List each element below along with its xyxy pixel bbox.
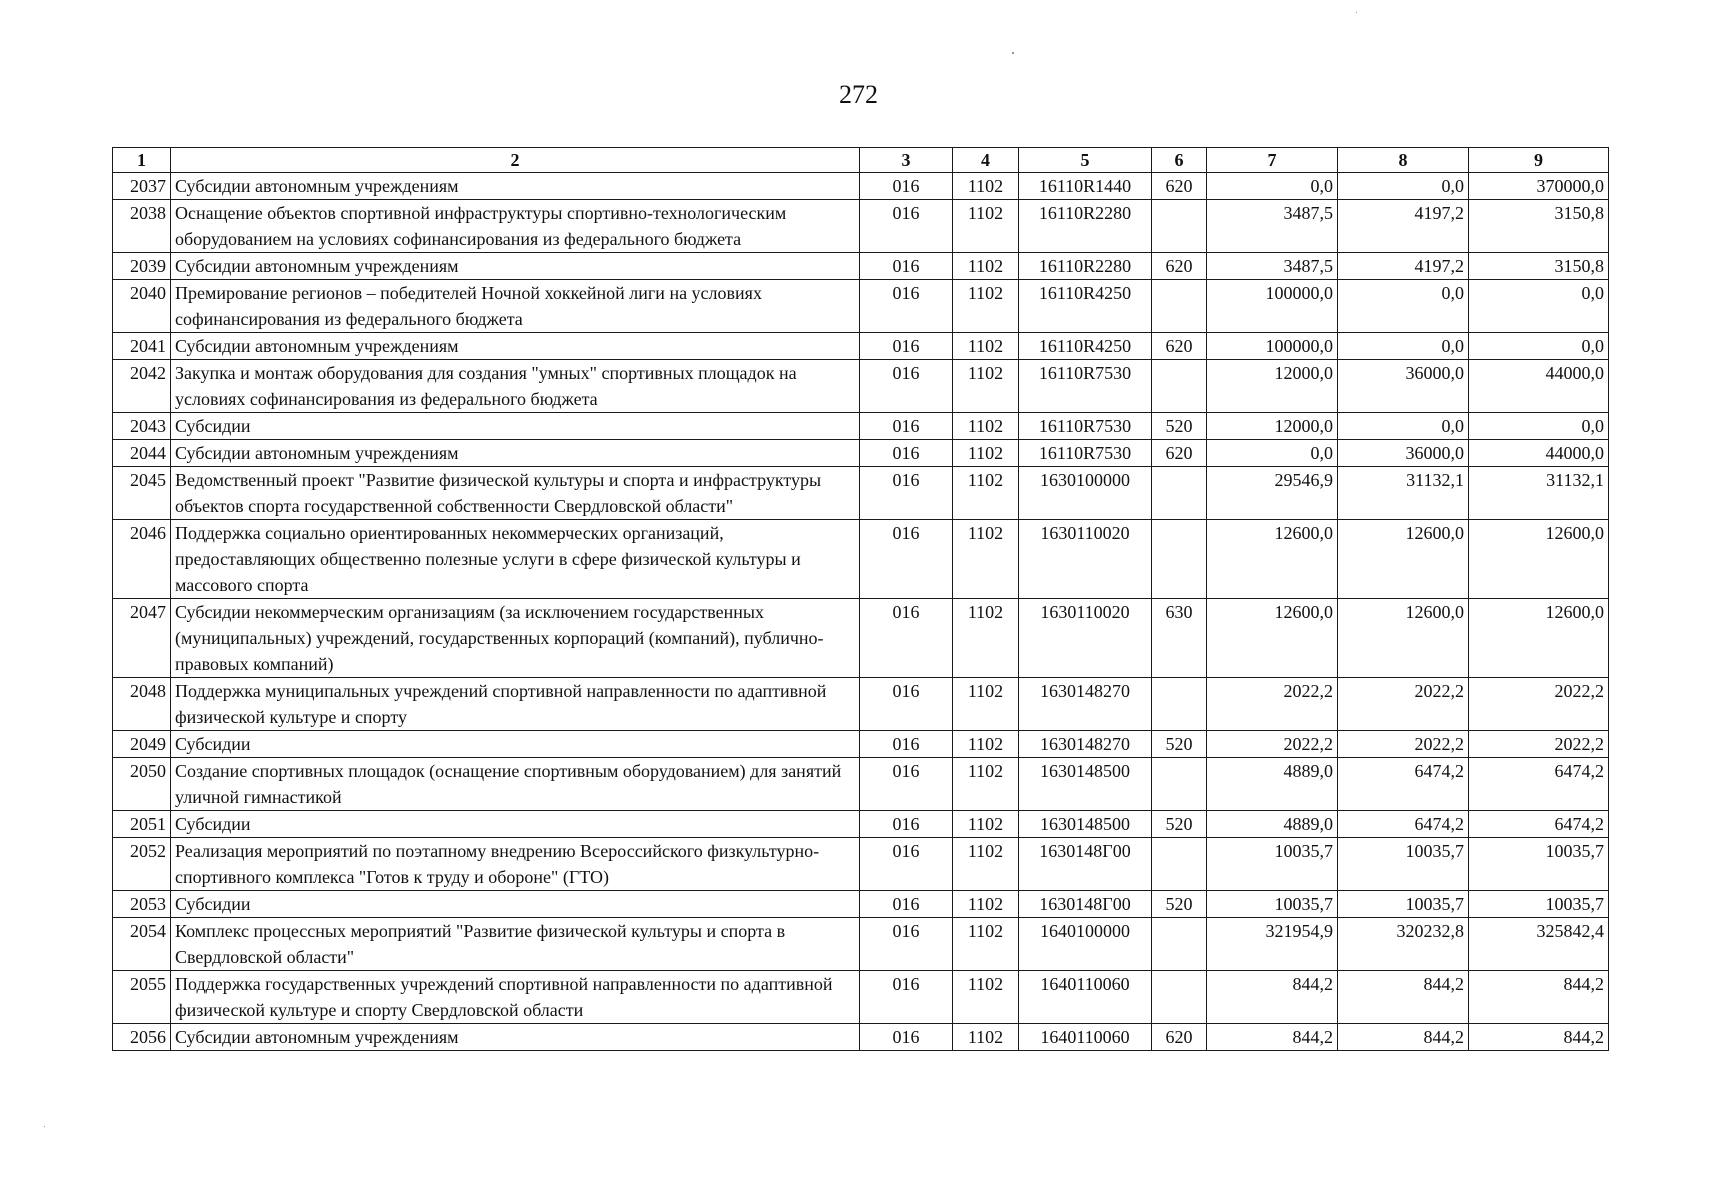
expense-type-code: 620: [1152, 253, 1207, 280]
amount-col-8: 320232,8: [1338, 918, 1469, 971]
section-code: 1102: [953, 1024, 1019, 1051]
target-article-code: 16110R7530: [1019, 413, 1152, 440]
section-code: 1102: [953, 280, 1019, 333]
expense-type-code: [1152, 467, 1207, 520]
table-row: [113, 758, 1609, 811]
table-row: [113, 440, 1609, 467]
expense-type-code: [1152, 918, 1207, 971]
expense-type-code: [1152, 971, 1207, 1024]
ministry-code: 016: [860, 413, 953, 440]
expense-type-code: [1152, 280, 1207, 333]
ministry-code: 016: [860, 918, 953, 971]
ministry-code: 016: [860, 811, 953, 838]
expense-type-code: [1152, 200, 1207, 253]
amount-col-9: 31132,1: [1469, 467, 1609, 520]
ministry-code: 016: [860, 173, 953, 200]
row-number: 2046: [113, 520, 171, 599]
ministry-code: 016: [860, 891, 953, 918]
section-code: 1102: [953, 333, 1019, 360]
amount-col-9: 6474,2: [1469, 811, 1609, 838]
ministry-code: 016: [860, 440, 953, 467]
item-name: Субсидии автономным учреждениям: [171, 173, 860, 200]
amount-col-8: 6474,2: [1338, 758, 1469, 811]
row-number: 2051: [113, 811, 171, 838]
page-number: 272: [839, 80, 878, 109]
amount-col-7: 4889,0: [1207, 758, 1338, 811]
ministry-code: 016: [860, 758, 953, 811]
expense-type-code: 620: [1152, 173, 1207, 200]
expense-type-code: 520: [1152, 731, 1207, 758]
amount-col-9: 0,0: [1469, 333, 1609, 360]
amount-col-8: 10035,7: [1338, 838, 1469, 891]
amount-col-9: 2022,2: [1469, 731, 1609, 758]
target-article-code: 1630148500: [1019, 811, 1152, 838]
ministry-code: 016: [860, 1024, 953, 1051]
section-code: 1102: [953, 200, 1019, 253]
item-name: Субсидии автономным учреждениям: [171, 1024, 860, 1051]
amount-col-7: 12600,0: [1207, 599, 1338, 678]
ministry-code: 016: [860, 599, 953, 678]
item-name: Реализация мероприятий по поэтапному внедрению Всероссийского физкультурно-спортивного комплекса "Готов к труду и обороне" (ГТО): [171, 838, 860, 891]
table-row: [113, 333, 1609, 360]
target-article-code: 16110R7530: [1019, 360, 1152, 413]
target-article-code: 16110R2280: [1019, 253, 1152, 280]
section-code: 1102: [953, 440, 1019, 467]
amount-col-7: 12600,0: [1207, 520, 1338, 599]
table-row: [113, 678, 1609, 731]
section-code: 1102: [953, 253, 1019, 280]
section-code: 1102: [953, 731, 1019, 758]
target-article-code: 16110R1440: [1019, 173, 1152, 200]
row-number: 2040: [113, 280, 171, 333]
amount-col-7: 2022,2: [1207, 678, 1338, 731]
table-row: [113, 838, 1609, 891]
header-cell-1: 1: [113, 148, 171, 173]
target-article-code: 1630148270: [1019, 678, 1152, 731]
target-article-code: 1630110020: [1019, 520, 1152, 599]
item-name: Ведомственный проект "Развитие физической культуры и спорта и инфраструктуры объектов спорта государственной собственности Свердловской области": [171, 467, 860, 520]
amount-col-9: 12600,0: [1469, 599, 1609, 678]
item-name: Субсидии автономным учреждениям: [171, 440, 860, 467]
item-name: Поддержка муниципальных учреждений спортивной направленности по адаптивной физической культуре и спорту: [171, 678, 860, 731]
table-row: [113, 891, 1609, 918]
expense-type-code: 620: [1152, 333, 1207, 360]
row-number: 2048: [113, 678, 171, 731]
amount-col-9: 3150,8: [1469, 253, 1609, 280]
target-article-code: 1630148270: [1019, 731, 1152, 758]
expense-type-code: [1152, 520, 1207, 599]
budget-table: [112, 147, 1609, 1051]
item-name: Закупка и монтаж оборудования для создания "умных" спортивных площадок на условиях софинансирования из федерального бюджета: [171, 360, 860, 413]
amount-col-7: 29546,9: [1207, 467, 1338, 520]
header-cell-7: 7: [1207, 148, 1338, 173]
amount-col-9: 370000,0: [1469, 173, 1609, 200]
section-code: 1102: [953, 811, 1019, 838]
item-name: Субсидии: [171, 413, 860, 440]
amount-col-7: 12000,0: [1207, 360, 1338, 413]
amount-col-8: 36000,0: [1338, 360, 1469, 413]
header-row: [113, 148, 1609, 173]
amount-col-9: 10035,7: [1469, 891, 1609, 918]
section-code: 1102: [953, 678, 1019, 731]
target-article-code: 1640110060: [1019, 1024, 1152, 1051]
item-name: Субсидии некоммерческим организациям (за исключением государственных (муниципальных) учреждений, государственных корпораций (компаний), публично-правовых компаний): [171, 599, 860, 678]
item-name: Комплекс процессных мероприятий "Развитие физической культуры и спорта в Свердловской области": [171, 918, 860, 971]
amount-col-7: 100000,0: [1207, 333, 1338, 360]
table-row: [113, 413, 1609, 440]
amount-col-7: 0,0: [1207, 173, 1338, 200]
row-number: 2043: [113, 413, 171, 440]
item-name: Поддержка государственных учреждений спортивной направленности по адаптивной физической культуре и спорту Свердловской области: [171, 971, 860, 1024]
amount-col-9: 6474,2: [1469, 758, 1609, 811]
item-name: Поддержка социально ориентированных некоммерческих организаций, предоставляющих общественно полезные услуги в сфере физической культуры и массового спорта: [171, 520, 860, 599]
row-number: 2045: [113, 467, 171, 520]
amount-col-7: 3487,5: [1207, 253, 1338, 280]
amount-col-8: 12600,0: [1338, 599, 1469, 678]
row-number: 2054: [113, 918, 171, 971]
target-article-code: 16110R4250: [1019, 280, 1152, 333]
amount-col-7: 2022,2: [1207, 731, 1338, 758]
target-article-code: 1630148Г00: [1019, 838, 1152, 891]
item-name: Оснащение объектов спортивной инфраструктуры спортивно-технологическим оборудованием на условиях софинансирования из федерального бюджета: [171, 200, 860, 253]
header-cell-2: 2: [171, 148, 860, 173]
item-name: Субсидии: [171, 731, 860, 758]
scan-speck: [44, 1126, 45, 1127]
table-row: [113, 360, 1609, 413]
row-number: 2049: [113, 731, 171, 758]
target-article-code: 1630110020: [1019, 599, 1152, 678]
amount-col-9: 2022,2: [1469, 678, 1609, 731]
amount-col-7: 844,2: [1207, 971, 1338, 1024]
ministry-code: 016: [860, 200, 953, 253]
ministry-code: 016: [860, 253, 953, 280]
amount-col-9: 3150,8: [1469, 200, 1609, 253]
section-code: 1102: [953, 413, 1019, 440]
item-name: Субсидии: [171, 811, 860, 838]
target-article-code: 16110R2280: [1019, 200, 1152, 253]
amount-col-9: 12600,0: [1469, 520, 1609, 599]
target-article-code: 1640110060: [1019, 971, 1152, 1024]
scan-speck: [1012, 52, 1014, 54]
target-article-code: 16110R4250: [1019, 333, 1152, 360]
ministry-code: 016: [860, 971, 953, 1024]
ministry-code: 016: [860, 520, 953, 599]
expense-type-code: 620: [1152, 440, 1207, 467]
header-cell-5: 5: [1019, 148, 1152, 173]
table-row: [113, 971, 1609, 1024]
table-row: [113, 253, 1609, 280]
section-code: 1102: [953, 891, 1019, 918]
amount-col-8: 2022,2: [1338, 731, 1469, 758]
table-row: [113, 599, 1609, 678]
ministry-code: 016: [860, 360, 953, 413]
amount-col-9: 44000,0: [1469, 440, 1609, 467]
header-cell-4: 4: [953, 148, 1019, 173]
row-number: 2044: [113, 440, 171, 467]
row-number: 2056: [113, 1024, 171, 1051]
item-name: Субсидии: [171, 891, 860, 918]
expense-type-code: [1152, 360, 1207, 413]
section-code: 1102: [953, 599, 1019, 678]
amount-col-7: 12000,0: [1207, 413, 1338, 440]
section-code: 1102: [953, 838, 1019, 891]
table-row: [113, 280, 1609, 333]
amount-col-9: 44000,0: [1469, 360, 1609, 413]
ministry-code: 016: [860, 678, 953, 731]
scan-speck: [1356, 12, 1357, 13]
amount-col-8: 4197,2: [1338, 253, 1469, 280]
ministry-code: 016: [860, 280, 953, 333]
ministry-code: 016: [860, 838, 953, 891]
expense-type-code: [1152, 838, 1207, 891]
section-code: 1102: [953, 173, 1019, 200]
ministry-code: 016: [860, 333, 953, 360]
expense-type-code: 630: [1152, 599, 1207, 678]
row-number: 2037: [113, 173, 171, 200]
section-code: 1102: [953, 918, 1019, 971]
header-cell-3: 3: [860, 148, 953, 173]
expense-type-code: 520: [1152, 811, 1207, 838]
target-article-code: 1630148500: [1019, 758, 1152, 811]
amount-col-7: 321954,9: [1207, 918, 1338, 971]
row-number: 2055: [113, 971, 171, 1024]
amount-col-9: 0,0: [1469, 413, 1609, 440]
amount-col-8: 36000,0: [1338, 440, 1469, 467]
ministry-code: 016: [860, 467, 953, 520]
amount-col-8: 6474,2: [1338, 811, 1469, 838]
item-name: Субсидии автономным учреждениям: [171, 253, 860, 280]
amount-col-8: 0,0: [1338, 333, 1469, 360]
section-code: 1102: [953, 971, 1019, 1024]
row-number: 2053: [113, 891, 171, 918]
row-number: 2052: [113, 838, 171, 891]
table-row: [113, 200, 1609, 253]
row-number: 2042: [113, 360, 171, 413]
amount-col-9: 844,2: [1469, 1024, 1609, 1051]
section-code: 1102: [953, 758, 1019, 811]
item-name: Премирование регионов – победителей Ночной хоккейной лиги на условиях софинансирования из федерального бюджета: [171, 280, 860, 333]
expense-type-code: 520: [1152, 891, 1207, 918]
amount-col-8: 0,0: [1338, 173, 1469, 200]
table-header: [113, 148, 1609, 173]
expense-type-code: [1152, 678, 1207, 731]
amount-col-8: 4197,2: [1338, 200, 1469, 253]
row-number: 2047: [113, 599, 171, 678]
amount-col-9: 0,0: [1469, 280, 1609, 333]
amount-col-7: 844,2: [1207, 1024, 1338, 1051]
amount-col-7: 100000,0: [1207, 280, 1338, 333]
target-article-code: 1640100000: [1019, 918, 1152, 971]
amount-col-8: 31132,1: [1338, 467, 1469, 520]
amount-col-7: 10035,7: [1207, 838, 1338, 891]
amount-col-8: 2022,2: [1338, 678, 1469, 731]
amount-col-8: 12600,0: [1338, 520, 1469, 599]
table-row: [113, 467, 1609, 520]
target-article-code: 1630148Г00: [1019, 891, 1152, 918]
amount-col-7: 3487,5: [1207, 200, 1338, 253]
table-row: [113, 1024, 1609, 1051]
amount-col-7: 4889,0: [1207, 811, 1338, 838]
row-number: 2038: [113, 200, 171, 253]
header-cell-6: 6: [1152, 148, 1207, 173]
expense-type-code: 620: [1152, 1024, 1207, 1051]
amount-col-8: 844,2: [1338, 1024, 1469, 1051]
ministry-code: 016: [860, 731, 953, 758]
amount-col-9: 844,2: [1469, 971, 1609, 1024]
amount-col-8: 0,0: [1338, 413, 1469, 440]
table-row: [113, 918, 1609, 971]
row-number: 2039: [113, 253, 171, 280]
expense-type-code: 520: [1152, 413, 1207, 440]
item-name: Создание спортивных площадок (оснащение спортивным оборудованием) для занятий уличной гимнастикой: [171, 758, 860, 811]
amount-col-7: 10035,7: [1207, 891, 1338, 918]
header-cell-8: 8: [1338, 148, 1469, 173]
table-row: [113, 731, 1609, 758]
header-cell-9: 9: [1469, 148, 1609, 173]
table-row: [113, 173, 1609, 200]
section-code: 1102: [953, 360, 1019, 413]
item-name: Субсидии автономным учреждениям: [171, 333, 860, 360]
section-code: 1102: [953, 467, 1019, 520]
target-article-code: 1630100000: [1019, 467, 1152, 520]
amount-col-8: 0,0: [1338, 280, 1469, 333]
amount-col-8: 844,2: [1338, 971, 1469, 1024]
row-number: 2050: [113, 758, 171, 811]
target-article-code: 16110R7530: [1019, 440, 1152, 467]
table-row: [113, 520, 1609, 599]
section-code: 1102: [953, 520, 1019, 599]
table-row: [113, 811, 1609, 838]
amount-col-7: 0,0: [1207, 440, 1338, 467]
expense-type-code: [1152, 758, 1207, 811]
amount-col-9: 325842,4: [1469, 918, 1609, 971]
amount-col-9: 10035,7: [1469, 838, 1609, 891]
table-body: [113, 173, 1609, 1051]
amount-col-8: 10035,7: [1338, 891, 1469, 918]
row-number: 2041: [113, 333, 171, 360]
